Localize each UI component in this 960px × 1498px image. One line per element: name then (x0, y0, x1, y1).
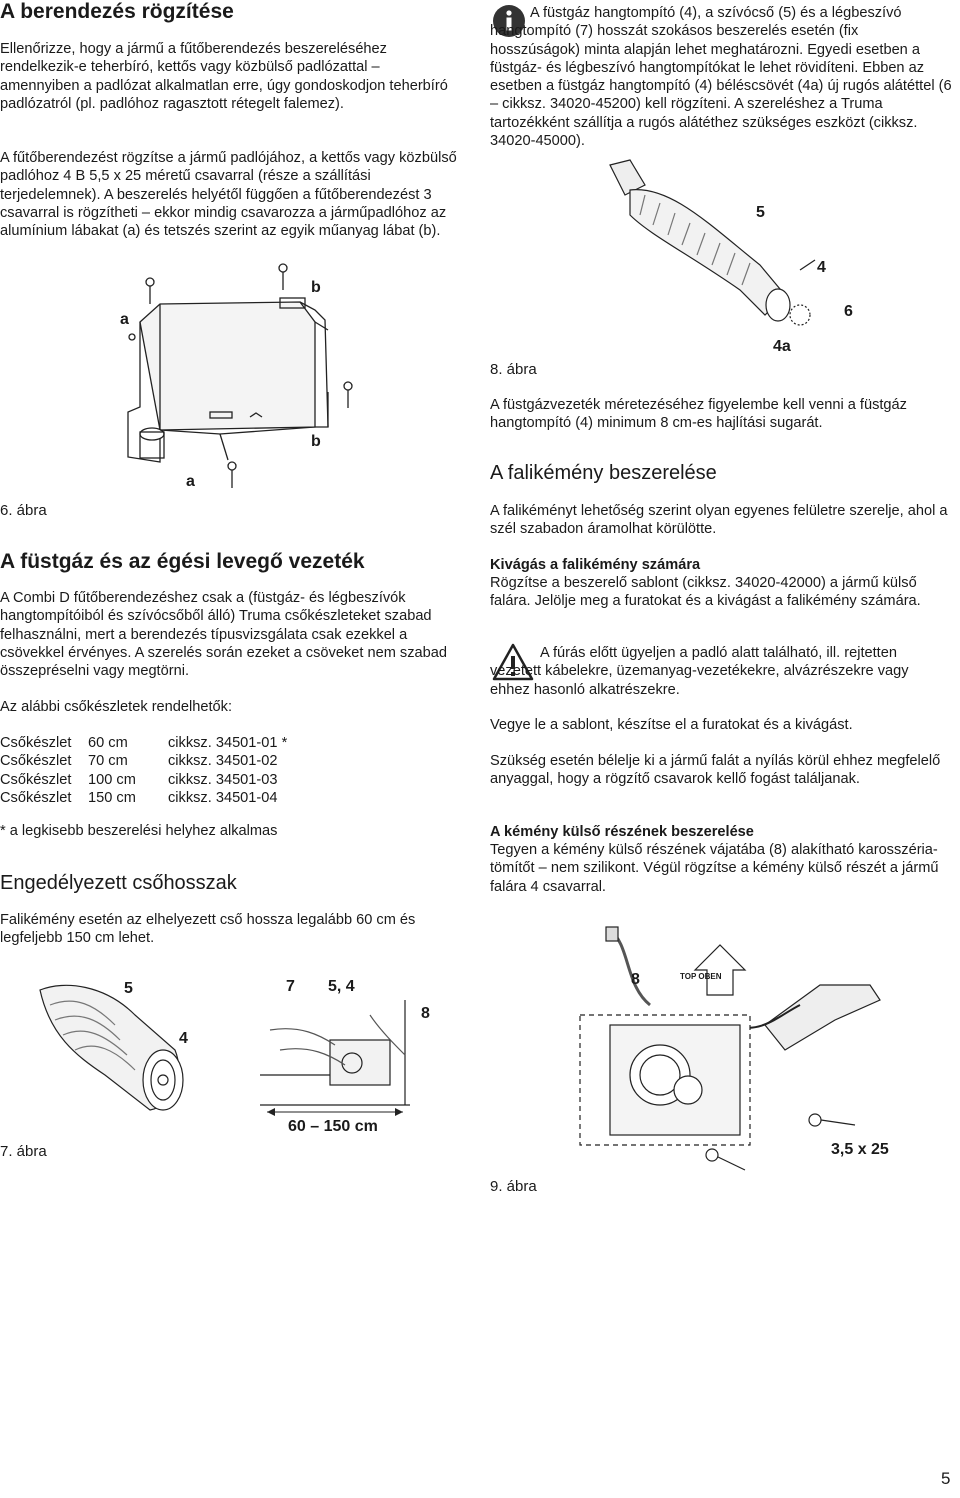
subheading-cutout: Kivágás a falikémény számára (490, 557, 701, 573)
pipe-set-name: Csőkészlet (0, 735, 72, 751)
paragraph-fixing: A fűtőberendezést rögzítse a jármű padlójához, a kettős vagy közbülső padlóhoz 4 B 5,5 x 25 méretű csavarral (része a szállítási terjedelemnek). A beszerelés helyétől függően a fűtőberendezést 3 csavarral is rögzítheti – ekkor mindig csavarozza a járműpadlóhoz az alumínium lábakat (a) és tetszés szerint az egyik műanyag lábat (b). (0, 150, 457, 240)
table-row (0, 789, 287, 807)
screw-icon (279, 264, 287, 290)
pipe-set-code: cikksz. 34501-02 (168, 753, 278, 770)
label-a: a (186, 473, 195, 490)
paragraph-wall-cowl: A falikéményt lehetőség szerint olyan egyenes felületre szerelje, ahol a szél szabadon áramolhat körülötte. (490, 503, 948, 538)
paragraph-cutout: Rögzítse a beszerelő sablont (cikksz. 34020-42000) a jármű külső falára. Jelölje meg a furatokat és a kivágást a falikémény számára. (490, 575, 921, 610)
pipe-set-name: Csőkészlet (0, 771, 72, 788)
pipe-set-table (0, 734, 287, 807)
pipe-set-code: cikksz. 34501-01 * (168, 735, 288, 751)
screw-icon (706, 1149, 745, 1170)
label-8: 8 (421, 1005, 430, 1022)
label-4a: 4a (773, 338, 791, 355)
label-4: 4 (817, 259, 826, 276)
pipe-set-length: 60 cm (88, 735, 128, 751)
label-a: a (120, 311, 129, 328)
silencer-illustration (590, 155, 850, 355)
screw-icon (228, 462, 236, 488)
label-b: b (311, 433, 321, 450)
figure-caption: 9. ábra (490, 1178, 537, 1195)
label-5-4: 5, 4 (328, 978, 355, 995)
pipe-set-name: Csőkészlet (0, 753, 72, 770)
label-5: 5 (124, 980, 133, 997)
section-title-ducting: A füstgáz és az égési levegő vezeték (0, 550, 365, 573)
heater-mounting-illustration (100, 262, 380, 497)
figure-caption: 8. ábra (490, 361, 537, 378)
dimension-line (265, 1106, 405, 1118)
pipe-set-name: Csőkészlet (0, 789, 72, 806)
label-8: 8 (631, 971, 640, 988)
top-oben-label: TOP OBEN (680, 972, 722, 981)
subheading-outer-part: A kémény külső részének beszerelése (490, 824, 754, 840)
pipe-set-code: cikksz. 34501-04 (168, 789, 278, 806)
screw-size-label: 3,5 x 25 (831, 1141, 889, 1158)
section-title-wall-cowl: A falikémény beszerelése (490, 462, 717, 484)
figure-caption: 7. ábra (0, 1143, 47, 1160)
paragraph-lining: Szükség esetén bélelje ki a jármű falát a nyílás körül ehhez megfelelő anyaggal, hogy a rögzítő csavarok kellő fogást találjanak. (490, 753, 941, 788)
paragraph-bend-radius: A füstgázvezeték méretezéséhez figyelembe kell venni a füstgáz hangtompító (4) minimum 8 cm-es hajlítási sugarát. (490, 397, 907, 432)
label-6: 6 (844, 303, 853, 320)
paragraph-duct-kits: A Combi D fűtőberendezéshez csak a (füstgáz- és légbeszívók hangtompítóiból és szívócsőből álló) Truma csőkészleteket szabad felhasználni, mert a berendezés típusvizsgálata csak ezekkel a csövekkel érvényes. A szerelés során ezeket a csöveket nem szabad összepréselni vagy megtörni. (0, 590, 447, 680)
pipe-set-length: 70 cm (88, 753, 128, 770)
screw-icon (809, 1114, 855, 1126)
dimension-label: 60 – 150 cm (288, 1118, 378, 1135)
figure-caption: 6. ábra (0, 502, 47, 519)
table-row (0, 734, 287, 752)
pipe-set-length: 150 cm (88, 789, 136, 806)
installation-illustration (250, 995, 450, 1115)
section-title-pipe-lengths: Engedélyezett csőhosszak (0, 872, 237, 894)
paragraph-floor-check: Ellenőrizze, hogy a jármű a fűtőberendezés beszereléséhez rendelkezik-e teherbíró, kettős vagy közbülső padlózattal – amennyiben a padlózat alkalmatlan erre, úgy gondoskodjon teherbíró padlózatról (pl. padlóhoz ragasztott rétegelt falemez). (0, 41, 448, 112)
pipe-set-code: cikksz. 34501-03 (168, 771, 278, 788)
table-row (0, 771, 287, 789)
pipe-set-length: 100 cm (88, 771, 136, 788)
label-4: 4 (179, 1030, 188, 1047)
label-b: b (311, 279, 321, 296)
label-7: 7 (286, 978, 295, 995)
label-5: 5 (756, 204, 765, 221)
page-number: 5 (941, 1469, 951, 1488)
section-title-mounting: A berendezés rögzítése (0, 0, 234, 23)
screw-icon (146, 278, 154, 304)
screw-icon (344, 382, 352, 408)
paragraph-outer-part: Tegyen a kémény külső részének vájatába (8) alakítható karosszéria-tömítőt – nem szilikont. Végül rögzítse a kémény külső részét a jármű falára 4 csavarral. (490, 842, 939, 895)
table-row (0, 752, 287, 770)
wall-cowl-illustration (570, 925, 900, 1175)
footnote: * a legkisebb beszerelési helyhez alkalmas (0, 823, 278, 839)
paragraph-available: Az alábbi csőkészletek rendelhetők: (0, 699, 233, 715)
warning-text: A fúrás előtt ügyeljen a padló alatt található, ill. rejtetten vezetett kábelekre, üzemanyag-vezetékekre, alvázrészekre vagy ehhez hasonló alkatrészekre. (490, 645, 909, 698)
paragraph-lengths: Falikémény esetén az elhelyezett cső hossza legalább 60 cm és legfeljebb 150 cm lehet. (0, 912, 416, 947)
info-note: A füstgáz hangtompító (4), a szívócső (5) és a légbeszívó hangtompító (7) hosszát szokásos beszerelés esetén (fix hosszúságok) minta alapján lehet meghatározni. Egyedi esetben a füstgáz- és légbeszívó hangtompítókat le lehet rövidíteni. Ebben az esetben a füstgáz hangtompító (4) béléscsövét (4a) új rugós alátéttel (6 – cikksz. 34020-45200) kell rögzíteni. A szereléshez a Truma tartozékként szállítja a rugós alátéthez szükséges eszközt (cikksz. 34020-45000). (490, 5, 952, 150)
paragraph-template: Vegye le a sablont, készítse el a furatokat és a kivágást. (490, 717, 853, 733)
